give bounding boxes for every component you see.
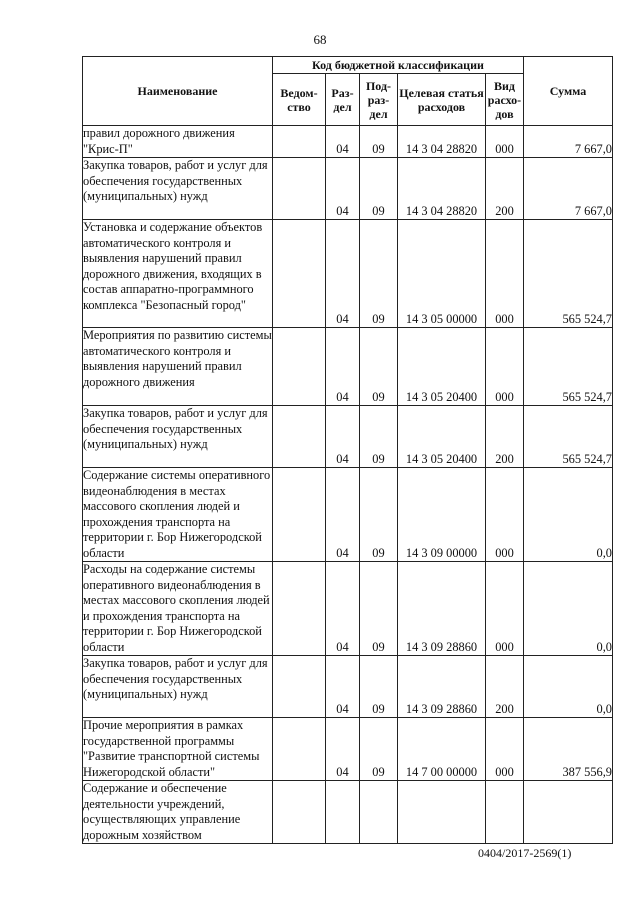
row-podrazdel: 09: [360, 718, 398, 781]
row-vedomstvo: [273, 126, 326, 158]
row-target-article: 14 3 05 00000: [398, 220, 486, 328]
table-row: [83, 220, 613, 328]
row-sum: 565 524,7: [524, 328, 613, 406]
table-row: [83, 562, 613, 656]
header-podrazdel: Под-раз-дел: [360, 74, 398, 126]
header-classification-code: Код бюджетной классификации: [273, 57, 524, 74]
row-sum: 7 667,0: [524, 158, 613, 220]
row-sum: 7 667,0: [524, 126, 613, 158]
row-expense-type: 000: [486, 718, 524, 781]
row-name: Содержание системы оперативного видеонаблюдения в местах массового скопления людей и прохождения транспорта на территории г. Бор Нижегородской области: [83, 468, 273, 562]
row-name: Прочие мероприятия в рамках государственной программы "Развитие транспортной системы Нижегородской области": [83, 718, 273, 781]
row-sum: 565 524,7: [524, 406, 613, 468]
row-target-article: 14 3 09 28860: [398, 656, 486, 718]
row-podrazdel: 09: [360, 468, 398, 562]
header-target-article: Целевая статья расходов: [398, 74, 486, 126]
row-podrazdel: 09: [360, 562, 398, 656]
table-row: [83, 328, 613, 406]
row-sum: 0,0: [524, 562, 613, 656]
row-name: Содержание и обеспечение деятельности учреждений, осуществляющих управление дорожным хозяйством: [83, 781, 273, 844]
row-sum: 565 524,7: [524, 220, 613, 328]
row-target-article: 14 3 09 28860: [398, 562, 486, 656]
table-row: [83, 406, 613, 468]
row-vedomstvo: [273, 656, 326, 718]
row-expense-type: [486, 781, 524, 844]
row-expense-type: 000: [486, 328, 524, 406]
table-row: [83, 468, 613, 562]
row-razdel: 04: [326, 468, 360, 562]
row-target-article: [398, 781, 486, 844]
row-podrazdel: [360, 781, 398, 844]
row-razdel: 04: [326, 158, 360, 220]
row-name: Закупка товаров, работ и услуг для обеспечения государственных (муниципальных) нужд: [83, 158, 273, 220]
budget-table: [82, 56, 613, 844]
row-sum: 0,0: [524, 656, 613, 718]
row-vedomstvo: [273, 718, 326, 781]
row-podrazdel: 09: [360, 220, 398, 328]
document-code: 0404/2017-2569(1): [478, 846, 572, 860]
table-row: [83, 126, 613, 158]
header-vedomstvo: Ведом-ство: [273, 74, 326, 126]
row-expense-type: 200: [486, 656, 524, 718]
row-vedomstvo: [273, 220, 326, 328]
row-target-article: 14 7 00 00000: [398, 718, 486, 781]
row-expense-type: 000: [486, 126, 524, 158]
row-razdel: 04: [326, 126, 360, 158]
row-expense-type: 200: [486, 406, 524, 468]
row-razdel: 04: [326, 562, 360, 656]
header-razdel: Раз-дел: [326, 74, 360, 126]
row-target-article: 14 3 09 00000: [398, 468, 486, 562]
row-expense-type: 200: [486, 158, 524, 220]
row-sum: [524, 781, 613, 844]
row-vedomstvo: [273, 781, 326, 844]
header-expense-type: Вид расхо-дов: [486, 74, 524, 126]
row-podrazdel: 09: [360, 656, 398, 718]
row-vedomstvo: [273, 562, 326, 656]
table-body: [83, 126, 613, 844]
row-target-article: 14 3 05 20400: [398, 328, 486, 406]
row-name: Установка и содержание объектов автоматического контроля и выявления нарушений правил дорожного движения, входящих в состав аппаратно-программного комплекса "Безопасный город": [83, 220, 273, 328]
row-razdel: 04: [326, 406, 360, 468]
row-podrazdel: 09: [360, 126, 398, 158]
page-number: 68: [313, 32, 327, 47]
row-sum: 0,0: [524, 468, 613, 562]
row-razdel: 04: [326, 328, 360, 406]
row-target-article: 14 3 05 20400: [398, 406, 486, 468]
row-expense-type: 000: [486, 562, 524, 656]
row-sum: 387 556,9: [524, 718, 613, 781]
row-podrazdel: 09: [360, 158, 398, 220]
table-row: [83, 158, 613, 220]
row-name: Мероприятия по развитию системы автоматического контроля и выявления нарушений правил дорожного движения: [83, 328, 273, 406]
row-target-article: 14 3 04 28820: [398, 126, 486, 158]
row-vedomstvo: [273, 468, 326, 562]
table-row: [83, 781, 613, 844]
row-podrazdel: 09: [360, 406, 398, 468]
row-vedomstvo: [273, 406, 326, 468]
row-expense-type: 000: [486, 220, 524, 328]
table-row: [83, 656, 613, 718]
header-sum: Сумма: [524, 57, 613, 126]
row-vedomstvo: [273, 158, 326, 220]
row-expense-type: 000: [486, 468, 524, 562]
row-podrazdel: 09: [360, 328, 398, 406]
row-name: правил дорожного движения "Крис-П": [83, 126, 273, 158]
row-target-article: 14 3 04 28820: [398, 158, 486, 220]
row-name: Расходы на содержание системы оперативного видеонаблюдения в местах массового скопления людей и прохождения транспорта на территории г. Бор Нижегородской области: [83, 562, 273, 656]
table-row: [83, 718, 613, 781]
row-vedomstvo: [273, 328, 326, 406]
row-name: Закупка товаров, работ и услуг для обеспечения государственных (муниципальных) нужд: [83, 406, 273, 468]
row-razdel: [326, 781, 360, 844]
row-razdel: 04: [326, 718, 360, 781]
row-razdel: 04: [326, 656, 360, 718]
row-name: Закупка товаров, работ и услуг для обеспечения государственных (муниципальных) нужд: [83, 656, 273, 718]
row-razdel: 04: [326, 220, 360, 328]
header-name: Наименование: [83, 57, 273, 126]
